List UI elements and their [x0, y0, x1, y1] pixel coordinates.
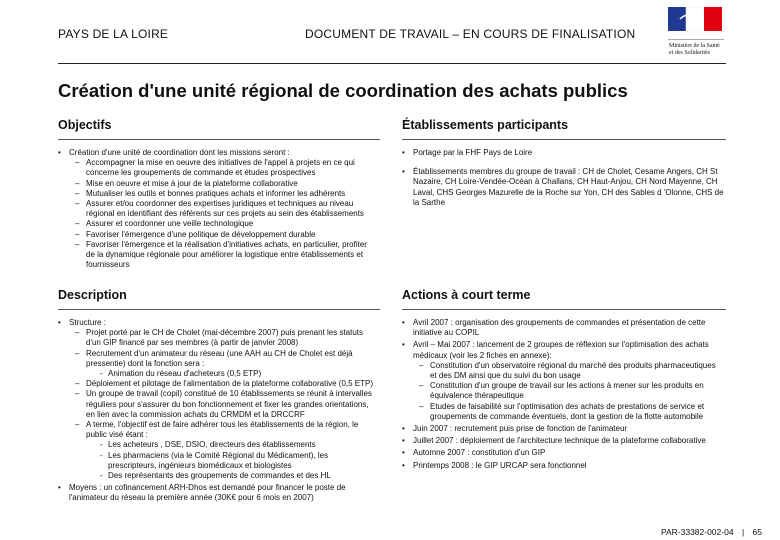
list-item: • Moyens : un cofinancement ARH-Dhos est demandé pour financer le poste de l'animateur du réseau la première année (30K€ pour 6 mois en 2007): [58, 483, 378, 503]
logo-text-line2: et des Solidarités: [669, 50, 710, 56]
etablissements-list: [402, 148, 724, 210]
list-item: • Juin 2007 : recrutement puis prise de fonction de l'animateur: [402, 424, 724, 434]
list-item: [402, 340, 724, 422]
page-footer: [661, 527, 762, 537]
description-list: [58, 318, 378, 506]
list-subitem: – Mise en oeuvre et mise à jour de la plateforme collaborative: [69, 179, 378, 189]
list-subitem: – Projet porté par le CH de Cholet (mai-décembre 2007) puis prenant les statuts d'un GIP financé par ses membres (à partir de janvier 2008): [69, 328, 378, 348]
list-item: • Automne 2007 : constitution d'un GIP: [402, 448, 724, 458]
list-item: • Portage par la FHF Pays de Loire: [402, 148, 724, 158]
list-subitem: – Accompagner la mise en oeuvre des initiatives de l'appel à projets en ce qui concerne les groupements de commande et études prospectives: [69, 158, 378, 178]
list-subsubitem: - Les pharmaciens (via le Comité Régional du Médicament), les prescripteurs, ingénieurs biomédicaux et biologistes: [86, 451, 378, 471]
list-subitem: – A terme, l'objectif est de faire adhérer tous les établissements de la région, le public visé étant : - Les acheteurs , DSE, DSIO, directeurs des établissements - Les pharmaciens (via le Comité Régional du Médicament), les prescripteurs, ingénieurs biomédicaux et biologistes - Des représentants des groupements de commandes et des HL: [69, 420, 378, 481]
list-subitem: – Etudes de faisabilité sur l'optimisation des achats de prestations de service et groupements de commande éventuels, dont la gestion de la flotte automobile: [413, 402, 724, 422]
actions-list: [402, 318, 724, 473]
page-number: 65: [752, 527, 762, 537]
section-title-description: Description: [58, 288, 127, 302]
list-item: [58, 318, 378, 481]
section-title-objectifs: Objectifs: [58, 118, 112, 132]
objectifs-list: [58, 148, 378, 272]
section-rule-objectifs: [58, 139, 380, 140]
document-reference: PAR-33382-002-04: [660, 527, 734, 537]
list-item: • Printemps 2008 : le GIP URCAP sera fonctionnel: [402, 461, 724, 471]
page-title: Création d'une unité régional de coordination des achats publics: [58, 80, 628, 101]
list-subitem: – Un groupe de travail (copil) constitué de 10 établissements se réunit à intervalles réguliers pour s'assurer du bon fonctionnement et fixer les grandes orientations, en lien avec la commission achats du CRMDM et la DRCCRF: [69, 389, 378, 420]
region-label: PAYS DE LA LOIRE: [58, 27, 169, 41]
list-item: [58, 148, 378, 270]
list-subsubitem: - Les acheteurs , DSE, DSIO, directeurs des établissements: [86, 440, 378, 450]
header-rule: [58, 63, 726, 64]
list-subitem: – Favoriser l'émergence et la réalisation d'initiatives achats, en particulier, profiter de la dynamique régionale pour améliorer la logistique entre établissements et fournisseurs: [69, 240, 378, 271]
section-rule-etablissements: [402, 139, 726, 140]
flag-icon: [666, 5, 726, 33]
list-subitem: – Mutualiser les outils et bonnes pratiques achats et informer les adhérents: [69, 189, 378, 199]
list-item-text: Avril – Mai 2007 : lancement de 2 groupes de réflexion sur l'optimisation des achats médicaux (voir les 2 fiches en annexe):: [413, 340, 709, 360]
section-rule-actions: [402, 309, 726, 310]
list-subitem: – Favoriser l'émergence d'une politique de développement durable: [69, 230, 378, 240]
list-subitem: – Déploiement et pilotage de l'alimentation de la plateforme collaborative (0,5 ETP): [69, 379, 378, 389]
document-status: DOCUMENT DE TRAVAIL – EN COURS DE FINALISATION: [305, 27, 636, 41]
list-subsubitem: - Animation du réseau d'acheteurs (0,5 ETP): [86, 369, 378, 379]
logo-text-line1: Ministère de la Santé: [669, 43, 720, 49]
list-item: • Juillet 2007 : déploiement de l'architecture technique de la plateforme collaborative: [402, 436, 724, 446]
republique-francaise-logo-icon: [666, 5, 726, 63]
list-item-text: Création d'une unité de coordination dont les missions seront :: [69, 148, 290, 157]
list-item-text: Structure :: [69, 318, 106, 327]
list-subitem: – Constitution d'un groupe de travail sur les actions à mener sur les produits en équivalence thérapeutique: [413, 381, 724, 401]
footer-separator: |: [741, 527, 745, 537]
section-title-actions: Actions à court terme: [402, 288, 531, 302]
list-subitem: – Assurer et/ou coordonner des expertises juridiques et techniques au niveau régional en identifiant des référents sur ces projets au sein des établissements: [69, 199, 378, 219]
list-subsubitem: - Des représentants des groupements de commandes et des HL: [86, 471, 378, 481]
logo-rule: [668, 39, 724, 40]
list-subitem: – Recrutement d'un animateur du réseau (une AAH au CH de Cholet est déjà pressentie) dont la fonction sera : - Animation du réseau d'acheteurs (0,5 ETP): [69, 349, 378, 380]
list-item: • Avril 2007 : organisation des groupements de commandes et présentation de cette initiative au COPIL: [402, 318, 724, 338]
list-subitem: – Assurer et coordonner une veille technologique: [69, 219, 378, 229]
list-item: • Établissements membres du groupe de travail : CH de Cholet, Cesame Angers, CH St Nazaire, CH Loire-Vendée-Océan à Challans, CH Haut-Anjou, CH Nord Mayenne, CH Laval, CHS Georges Mazurelle de la Roche sur Yon, CH des Sables d 'Olonne, CHS de la Sarthe: [402, 167, 724, 208]
list-subitem: – Constitution d'un observatoire régional du marché des produits pharmaceutiques et des DM ainsi que du suivi du bon usage: [413, 361, 724, 381]
section-rule-description: [58, 309, 380, 310]
section-title-etablissements: Établissements participants: [402, 118, 569, 132]
